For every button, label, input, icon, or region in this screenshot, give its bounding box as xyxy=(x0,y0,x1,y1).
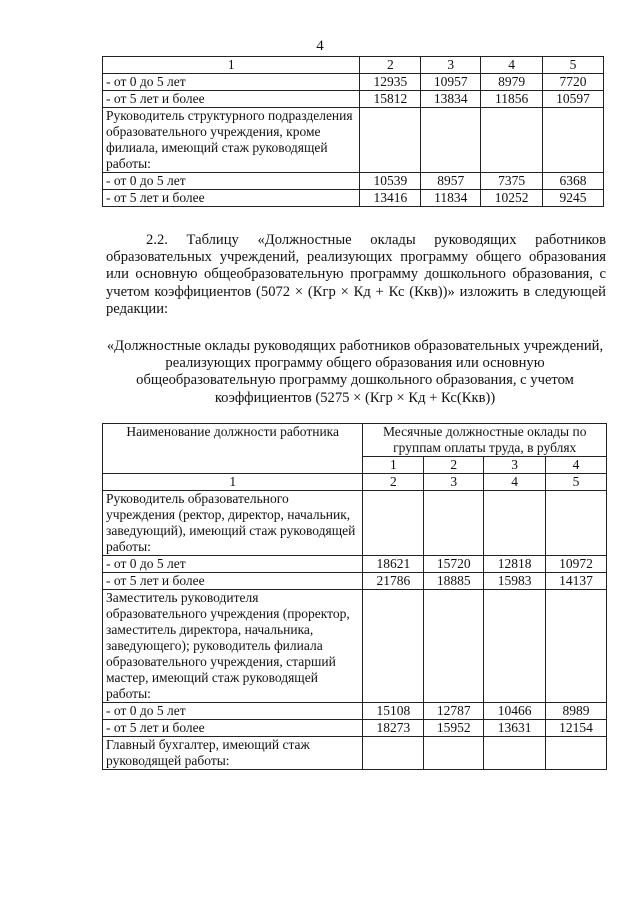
salary-table xyxy=(102,423,607,770)
cell-value: 10466 xyxy=(484,703,546,720)
row-label: - от 0 до 5 лет xyxy=(103,74,360,91)
column-index: 2 xyxy=(360,57,421,74)
row-label: - от 0 до 5 лет xyxy=(103,556,363,573)
cell-value: 8989 xyxy=(546,703,607,720)
cell-value: 11834 xyxy=(421,190,481,207)
column-index: 5 xyxy=(546,474,607,491)
cell-value: 12787 xyxy=(424,703,484,720)
cell-value: 15720 xyxy=(424,556,484,573)
cell-value: 12154 xyxy=(546,720,607,737)
column-index: 3 xyxy=(421,57,481,74)
cell-value: 13631 xyxy=(484,720,546,737)
cell-value xyxy=(484,491,546,556)
cell-value xyxy=(546,737,607,770)
cell-value: 10252 xyxy=(481,190,543,207)
column-header-salary: Месячные должностные оклады по группам оплаты труда, в рублях xyxy=(363,424,607,457)
cell-value xyxy=(546,590,607,703)
cell-value: 15108 xyxy=(363,703,424,720)
page-number: 4 xyxy=(316,38,324,54)
table-row xyxy=(103,474,607,491)
row-label: - от 5 лет и более xyxy=(103,91,360,108)
cell-value: 7720 xyxy=(543,74,604,91)
table-row xyxy=(103,108,604,173)
row-label: Руководитель структурного подразделения образовательного учреждения, кроме филиала, имеющий стаж руководящей работы: xyxy=(103,108,360,173)
cell-value xyxy=(363,491,424,556)
column-index: 4 xyxy=(484,474,546,491)
table-row xyxy=(103,91,604,108)
cell-value: 12935 xyxy=(360,74,421,91)
cell-value: 21786 xyxy=(363,573,424,590)
row-label: - от 0 до 5 лет xyxy=(103,173,360,190)
column-index: 3 xyxy=(424,474,484,491)
table-row xyxy=(103,173,604,190)
cell-value: 18885 xyxy=(424,573,484,590)
cell-value xyxy=(424,491,484,556)
group-number: 3 xyxy=(484,457,546,474)
table-row xyxy=(103,57,604,74)
cell-value xyxy=(543,108,604,173)
cell-value xyxy=(363,590,424,703)
table-heading: «Должностные оклады руководящих работников образовательных учреждений, реализующих программу общего образования или основную общеобразовательную программу дошкольного образования, с учетом коэффициентов (5275 × (Кгр × Кд + Кс(Ккв)) xyxy=(106,338,604,406)
table-row xyxy=(103,74,604,91)
table-row xyxy=(103,703,607,720)
row-label: - от 5 лет и более xyxy=(103,190,360,207)
cell-value: 15812 xyxy=(360,91,421,108)
table-row xyxy=(103,190,604,207)
group-number: 4 xyxy=(546,457,607,474)
row-label: Главный бухгалтер, имеющий стаж руководящей работы: xyxy=(103,737,363,770)
cell-value: 10972 xyxy=(546,556,607,573)
column-index: 1 xyxy=(103,57,360,74)
table-row xyxy=(103,573,607,590)
amendment-paragraph xyxy=(106,232,606,318)
salary-table-continued xyxy=(102,56,604,207)
table-row xyxy=(103,556,607,573)
cell-value xyxy=(546,491,607,556)
cell-value: 10957 xyxy=(421,74,481,91)
row-label: Руководитель образовательного учреждения (ректор, директор, начальник, заведующий), имеющий стаж руководящей работы: xyxy=(103,491,363,556)
paragraph-text: 2.2. Таблицу «Должностные оклады руководящих работников образовательных учреждений, реализующих программу общего образования или основную общеобразовательную программу дошкольного образования, с учетом коэффициентов (5072 × (Кгр × Кд + Кс (Ккв))» изложить в следующей редакции: xyxy=(106,232,606,317)
cell-value xyxy=(424,737,484,770)
cell-value xyxy=(484,737,546,770)
row-label: - от 5 лет и более xyxy=(103,720,363,737)
table-header-row xyxy=(103,424,607,457)
cell-value: 13416 xyxy=(360,190,421,207)
group-number: 1 xyxy=(363,457,424,474)
column-index: 2 xyxy=(363,474,424,491)
row-label: Заместитель руководителя образовательного учреждения (проректор, заместитель директора, начальника, заведующего); руководитель филиала образовательного учреждения, старший мастер, имеющий стаж руководящей работы: xyxy=(103,590,363,703)
cell-value: 10597 xyxy=(543,91,604,108)
cell-value: 9245 xyxy=(543,190,604,207)
cell-value: 18273 xyxy=(363,720,424,737)
cell-value: 14137 xyxy=(546,573,607,590)
table-row xyxy=(103,590,607,703)
column-index: 5 xyxy=(543,57,604,74)
cell-value: 8957 xyxy=(421,173,481,190)
cell-value: 10539 xyxy=(360,173,421,190)
cell-value: 13834 xyxy=(421,91,481,108)
cell-value: 12818 xyxy=(484,556,546,573)
cell-value: 15983 xyxy=(484,573,546,590)
group-number: 2 xyxy=(424,457,484,474)
cell-value: 11856 xyxy=(481,91,543,108)
cell-value xyxy=(484,590,546,703)
row-label: - от 0 до 5 лет xyxy=(103,703,363,720)
cell-value xyxy=(424,590,484,703)
column-index: 4 xyxy=(481,57,543,74)
cell-value: 6368 xyxy=(543,173,604,190)
cell-value: 7375 xyxy=(481,173,543,190)
table-row xyxy=(103,491,607,556)
table-row xyxy=(103,720,607,737)
cell-value xyxy=(421,108,481,173)
cell-value: 8979 xyxy=(481,74,543,91)
cell-value: 18621 xyxy=(363,556,424,573)
cell-value: 15952 xyxy=(424,720,484,737)
row-label: - от 5 лет и более xyxy=(103,573,363,590)
column-index: 1 xyxy=(103,474,363,491)
table-row xyxy=(103,737,607,770)
cell-value xyxy=(363,737,424,770)
cell-value xyxy=(360,108,421,173)
cell-value xyxy=(481,108,543,173)
column-header-position: Наименование должности работника xyxy=(103,424,363,474)
